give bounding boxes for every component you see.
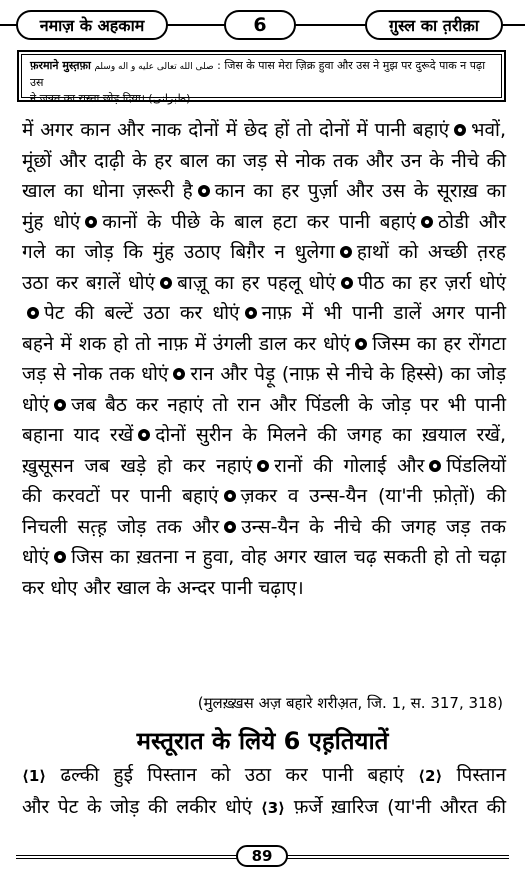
hadees-text-1: : जिस के पास मेरा ज़िक्र हुवा और उस ने मुझ पर दुरूदे पाक न पढ़ा उस: [30, 59, 486, 89]
flower-icon: [452, 122, 468, 138]
text-span: की करवटों पर पानी बहाएं: [22, 485, 219, 507]
flower-icon: [52, 549, 68, 565]
flower-icon: [222, 519, 238, 535]
hadees-box: [17, 50, 506, 105]
text-span: निचली सत़्ह़ जोड़ तक और: [22, 515, 220, 538]
body-line: [22, 207, 506, 238]
flower-icon: [25, 305, 41, 321]
section-heading: मस्तूरात के लिये 6 एह़तियातें: [136, 727, 389, 755]
body-line: [22, 298, 506, 329]
item-text: फ़र्जे ख़ारिज (या'नी औरत की: [293, 795, 507, 818]
hadees-text-2: ने जन्नत का रास्ता छोड़ दिया। (طبرانی): [30, 92, 191, 105]
text-span: गले का जोड़ कि मुंह उठाए बिग़ैर न धुलेगा: [22, 241, 335, 263]
item-text: ढल्की हुई पिस्तान को उठा कर पानी बहाएं: [60, 764, 404, 786]
chapter-number: 6: [224, 10, 296, 40]
flower-icon: [196, 183, 212, 199]
item-number: ⟨1⟩: [22, 767, 47, 785]
body-line: [22, 146, 506, 177]
body-line: [22, 512, 506, 543]
body-line: [22, 760, 506, 792]
page-number: 89: [236, 845, 288, 867]
text-span: कर धोए और खाल के अन्दर पानी चढ़ाए।: [22, 576, 304, 599]
text-span: बाज़ू का हर पहलू धोएं: [177, 271, 336, 294]
flower-icon: [353, 336, 369, 352]
item-number: ⟨2⟩: [418, 767, 443, 785]
text-span: बहाना याद रखें: [22, 424, 134, 446]
flower-icon: [222, 488, 238, 504]
text-span: पेट की बल्टें उठा कर धोएं: [44, 302, 240, 324]
flower-icon: [136, 427, 152, 443]
flower-icon: [52, 397, 68, 413]
text-span: जिस का ख़तना न हुवा, वोह अगर खाल चढ़ सकती हो तो चढ़ा: [71, 546, 506, 568]
text-span: में अगर कान और नाक दोनों में छेद हों तो दोनों में पानी बहाएं: [22, 119, 450, 141]
hadees-inner: [21, 54, 502, 105]
text-span: ख़ुसूसन जब खड़े हो कर नहाएं: [22, 454, 253, 477]
text-span: जिस्म का हर रोंगटा: [372, 332, 506, 355]
body-line: [22, 542, 506, 573]
text-span: मुंह धोएं: [22, 210, 81, 233]
text-span: उठा कर बग़लें धोएं: [22, 271, 156, 294]
section-text: [22, 760, 506, 823]
text-span: कान का हर पुर्ज़ा और उस के सूराख़ का: [214, 180, 506, 202]
body-line: [22, 115, 506, 146]
text-span: जब बैठ कर नहाएं तो रान और पिंडली के जोड़ पर भी पानी: [71, 393, 506, 416]
flower-icon: [427, 458, 443, 474]
flower-icon: [255, 458, 271, 474]
body-line: [22, 390, 506, 421]
item-text: पिस्तान: [456, 764, 507, 786]
reference-citation: (मुलख़्ख़स अज़ बहारे शरीअ़त, जि. 1, स. 317, 318): [197, 694, 503, 712]
text-span: रान और पेड़ू (नाफ़ से नीचे के हिस्से) का जोड़: [190, 363, 506, 385]
text-span: धोएं: [22, 393, 50, 416]
body-line: [22, 176, 506, 207]
text-span: ठोडी और: [438, 210, 506, 233]
body-line: [22, 420, 506, 451]
body-line: [22, 268, 506, 299]
text-span: रानों की गोलाई और: [274, 454, 425, 477]
text-span: पिंडलियों: [446, 454, 507, 477]
body-line: [22, 359, 506, 390]
item-number: ⟨3⟩: [260, 798, 286, 817]
body-line: [22, 573, 506, 604]
chapter-title: ग़ुस्ल का त़रीक़ा: [365, 10, 503, 40]
text-span: उन्स-यैन के नीचे की जगह जड़ तक: [241, 515, 506, 538]
body-line: [22, 792, 506, 824]
text-span: बहने में शक हो तो नाफ़ में उंगली डाल कर धोएं: [22, 332, 351, 355]
text-span: जड़ से नोक तक धोएं: [22, 363, 169, 385]
book-title: नमाज़ के अहकाम: [16, 10, 168, 40]
hadees-arabic: صلى الله تعالى عليه و اله وسلم: [94, 62, 214, 72]
flower-icon: [339, 275, 355, 291]
text-span: धोएं: [22, 546, 50, 568]
flower-icon: [83, 214, 99, 230]
text-span: खाल का धोना ज़रूरी है: [22, 180, 193, 202]
text-span: दोनों सुरीन के मिलने की जगह का ख़याल रखें,: [155, 424, 507, 446]
text-span: ज़कर व उन्स-यैन (या'नी फ़ोत़ों) की: [240, 485, 506, 507]
text-span: नाफ़ में भी पानी डालें अगर पानी: [261, 302, 506, 324]
body-text: [22, 115, 506, 603]
text-span: भवों,: [471, 119, 506, 141]
flower-icon: [419, 214, 435, 230]
flower-icon: [171, 366, 187, 382]
flower-icon: [243, 305, 259, 321]
body-line: [22, 329, 506, 360]
flower-icon: [338, 244, 354, 260]
text-span: कानों के पीछे के बाल हटा कर पानी बहाएं: [102, 210, 417, 233]
body-line: [22, 237, 506, 268]
item-text: और पेट के जोड़ की लकीर धोएं: [22, 795, 253, 818]
text-span: पीठ का हर ज़र्रा धोएं: [357, 271, 507, 294]
text-span: हाथों को अच्छी त़रह: [356, 241, 506, 263]
text-span: मूंछों और दाढ़ी के हर बाल का जड़ से नोक तक और उन के नीचे की: [22, 149, 506, 172]
body-line: [22, 451, 506, 482]
hadees-label: फ़रमाने मुस्त़फ़ा: [30, 59, 91, 72]
flower-icon: [158, 275, 174, 291]
body-line: [22, 481, 506, 512]
